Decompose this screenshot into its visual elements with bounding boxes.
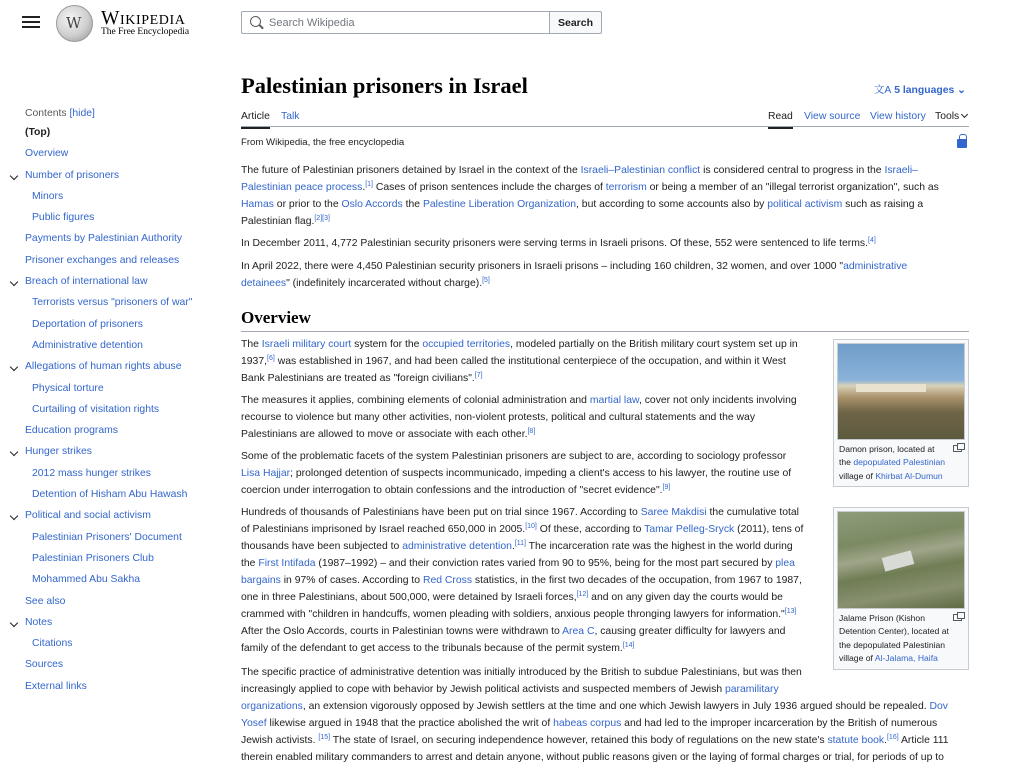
citation-link[interactable]: [13] <box>784 608 797 615</box>
text-line <box>241 353 798 370</box>
text-run: in 97% of cases. According to <box>280 575 423 586</box>
text-line <box>241 213 939 230</box>
page-title: Palestinian prisoners in Israel <box>241 73 528 98</box>
inline-link[interactable]: Palestinian peace process <box>241 182 363 193</box>
text-run: . <box>362 182 366 193</box>
toc-item[interactable] <box>25 274 215 295</box>
search-icon <box>250 16 261 27</box>
toc-item-label: Payments by Palestinian Authority <box>25 233 183 245</box>
toc-item-label: Mohammed Abu Sakha <box>32 574 141 586</box>
thumbnail-caption <box>837 440 965 483</box>
inline-link[interactable]: organizations <box>241 701 303 712</box>
text-run: or being a member of an "illegal terrorist organization", such as <box>646 182 939 193</box>
text-line <box>241 732 949 749</box>
lead-paragraph-3 <box>241 258 907 292</box>
text-line <box>241 162 939 179</box>
text-run: the <box>241 558 259 569</box>
text-run: , but according to some accounts also by <box>576 199 768 210</box>
text-run: The state of Israel, on securing independence however, retained this body of regulations on the new state's <box>330 735 828 746</box>
text-line <box>839 612 963 625</box>
text-run: " (indefinitely incarcerated without charge). <box>286 278 483 289</box>
search-button[interactable]: Search <box>549 11 602 34</box>
toc-item[interactable] <box>25 189 215 210</box>
wikipedia-globe-logo[interactable] <box>56 5 93 42</box>
text-run: (1987–1992) – and their conviction rates varied from 90 to 95%, being for the most part secured by <box>315 558 776 569</box>
citation-link[interactable]: [10] <box>525 523 537 530</box>
text-line <box>241 640 803 657</box>
inline-link[interactable]: Tamar Pelleg-Sryck <box>644 524 735 535</box>
inline-link[interactable]: Khirbat Al-Dumun <box>875 470 943 481</box>
toc-item-label: Citations <box>32 638 73 650</box>
text-run: statistics, in the first two decades of the occupation, from 1967 to 1987, <box>472 575 802 586</box>
toc-item-label: Prisoner exchanges and releases <box>25 254 180 266</box>
jalame-prison-image[interactable] <box>837 511 965 609</box>
text-line <box>241 623 803 640</box>
toc-header <box>25 108 215 125</box>
text-run: The incarceration rate was the highest in the world during <box>525 541 793 552</box>
citation-link[interactable]: [6] <box>267 355 275 362</box>
toc-item-label: (Top) <box>25 127 51 138</box>
text-run: the <box>402 199 423 210</box>
inline-link[interactable]: Al-Jalama, Haifa <box>874 653 938 664</box>
inline-link[interactable]: administrative <box>843 261 908 272</box>
section-heading-overview: Overview <box>241 308 969 332</box>
toc-item[interactable] <box>25 551 215 572</box>
toc-item[interactable] <box>25 317 215 338</box>
toc-item[interactable] <box>25 444 215 465</box>
inline-link[interactable]: Palestine Liberation Organization <box>422 199 577 210</box>
tab-article[interactable]: Article <box>241 111 270 129</box>
text-run: village of <box>839 653 875 664</box>
inline-link[interactable]: political activism <box>767 199 843 210</box>
overview-paragraph-5 <box>241 664 949 766</box>
lead-paragraph-1 <box>241 162 939 230</box>
inline-link[interactable]: occupied territories <box>422 339 511 350</box>
toc-item-label: Political and social activism <box>25 510 151 522</box>
toc-item-label: Terrorists versus "prisoners of war" <box>32 297 193 309</box>
inline-link[interactable]: Yosef <box>241 718 267 729</box>
lead-paragraph-2 <box>241 235 876 252</box>
toc-item[interactable] <box>25 615 215 636</box>
text-run: crammed with "children in handcuffs, women pleading with soldiers, anxious people thronging lawyers for information." <box>241 609 785 620</box>
toc-item[interactable] <box>25 168 215 189</box>
text-run: Jewish activists. <box>241 735 319 746</box>
text-run: (2011), tens of <box>734 524 804 535</box>
text-line <box>241 538 803 555</box>
search-input[interactable] <box>269 16 539 30</box>
text-line <box>839 652 963 665</box>
text-run: , an extension vigorously opposed by Jewish settlers at the time and one which Jewish lawyers in July 1936 argued should be repealed. <box>302 701 930 712</box>
text-line <box>241 749 949 766</box>
toc-item-label: External links <box>25 680 87 692</box>
text-run: system for the <box>351 339 423 350</box>
toc-item[interactable] <box>25 679 215 700</box>
inline-link[interactable]: habeas corpus <box>553 718 622 729</box>
text-run: The measures it applies, combining elements of colonial administration and <box>241 395 590 406</box>
text-run: and had led to the improper incarceration by the British of numerous <box>621 718 938 729</box>
toc-item-label: Public figures <box>32 212 95 224</box>
damon-prison-image[interactable] <box>837 343 965 440</box>
text-run: thousands have been subjected to <box>241 541 403 552</box>
inline-link[interactable]: Oslo Accords <box>341 199 403 210</box>
toc-item-label: Overview <box>25 148 69 160</box>
text-line <box>241 235 876 252</box>
tab-read[interactable]: Read <box>768 111 793 129</box>
toc-hide-link[interactable]: [hide] <box>69 108 95 119</box>
inline-link[interactable]: statute book <box>827 735 885 746</box>
thumbnail-jalame-prison <box>833 507 969 670</box>
chevron-down-icon[interactable] <box>10 619 18 627</box>
search-box[interactable] <box>241 11 550 34</box>
toc-item-label: Education programs <box>25 425 118 437</box>
text-run: , cover not only incidents involving <box>638 395 797 406</box>
text-run: and on any given day the courts would be <box>588 592 783 603</box>
lock-icon[interactable] <box>957 139 967 148</box>
text-line <box>241 482 791 499</box>
text-run: The specific practice of administrative detention was initially introduced by the British to subdue Palestinians, but was then <box>241 667 802 678</box>
text-line <box>241 426 797 443</box>
chevron-down-icon[interactable] <box>10 363 18 371</box>
inline-link[interactable]: Area C <box>562 626 595 637</box>
text-run: or prior to the <box>273 199 342 210</box>
chevron-down-icon <box>961 111 968 118</box>
inline-link[interactable]: bargains <box>241 575 281 586</box>
citation-link[interactable]: [9] <box>662 484 671 491</box>
inline-link[interactable]: martial law <box>589 395 639 406</box>
chevron-down-icon: ⌄ <box>957 85 966 96</box>
citation-link[interactable]: [8] <box>527 428 536 435</box>
main-menu-icon[interactable] <box>22 14 40 30</box>
text-run: Damon prison, located at <box>839 444 935 454</box>
overview-paragraph-2 <box>241 392 797 443</box>
text-run: Detention Center), located at <box>839 626 949 637</box>
toc-item-label: Deportation of prisoners <box>32 318 143 330</box>
inline-link[interactable]: detainees <box>241 278 287 289</box>
text-run: therein enabled military commanders to arrest and detain anyone, without public reasons given or the laying of formal charges or trial, for periods of up to <box>241 752 944 763</box>
page-tabs <box>241 104 969 127</box>
toc-title: Contents <box>25 108 67 119</box>
inline-link[interactable]: Lisa Hajjar <box>241 468 291 479</box>
toc-item-label: Notes <box>25 616 53 628</box>
text-run: the depopulated Palestinian <box>839 639 946 650</box>
translate-icon: 文A <box>874 85 892 96</box>
tab-view-source[interactable]: View source <box>804 111 861 122</box>
toc-item-label: Hunger strikes <box>25 446 92 458</box>
wikipedia-wordmark[interactable]: Wikipedia <box>101 8 186 29</box>
inline-link[interactable]: plea <box>775 558 795 569</box>
overview-paragraph-3 <box>241 448 791 499</box>
inline-link[interactable]: Hamas <box>241 199 274 210</box>
citation-link[interactable]: [4] <box>868 237 876 244</box>
text-run: The <box>241 339 262 350</box>
inline-link[interactable]: First Intifada <box>258 558 316 569</box>
toc-item-label: Minors <box>32 190 64 202</box>
text-line <box>241 521 803 538</box>
toc-item-label: Detention of Hisham Abu Hawash <box>32 489 188 501</box>
caption-text <box>839 443 963 483</box>
toc-item[interactable] <box>25 295 215 316</box>
text-line <box>241 698 949 715</box>
citation-link[interactable]: [11] <box>514 540 526 547</box>
text-run: was established in 1967, and had been called the institutional centerpiece of the occupation, and within it West <box>274 356 786 367</box>
toc-item[interactable] <box>25 508 215 529</box>
citation-link[interactable]: [12] <box>576 591 589 598</box>
toc-item[interactable] <box>25 487 215 508</box>
inline-link[interactable]: Israeli– <box>884 165 918 176</box>
citation-link[interactable]: [7] <box>474 372 483 379</box>
toc-item[interactable] <box>25 146 215 167</box>
text-run: coercion under interrogation to obtain confessions and the introduction of "secret evidence". <box>241 485 663 496</box>
overview-paragraph-1 <box>241 336 798 387</box>
text-line <box>839 443 963 456</box>
inline-link[interactable]: Saree Makdisi <box>640 507 707 518</box>
text-run: the <box>839 457 854 468</box>
text-line <box>241 336 798 353</box>
toc-item[interactable] <box>25 402 215 423</box>
text-run: Some of the problematic facets of the system Palestinian prisoners are subject to are, according to sociology professor <box>241 451 787 462</box>
text-run: The future of Palestinian prisoners detained by Israel in the context of the <box>241 165 581 176</box>
toc-item[interactable] <box>25 381 215 402</box>
toc-item-label: Sources <box>25 659 64 671</box>
tab-talk[interactable]: Talk <box>281 111 300 122</box>
toc-item-label: Allegations of human rights abuse <box>25 361 182 373</box>
text-run: recourse to violence but many other activities, non-violent protests, political and cultural statements and the way <box>241 412 756 423</box>
text-run: such as raising a <box>842 199 924 210</box>
text-line <box>241 681 949 698</box>
toc-item[interactable] <box>25 125 215 146</box>
toc-item[interactable] <box>25 636 215 657</box>
text-run: of Palestinians imprisoned by Israel reached 650,000 in 2005. <box>241 524 526 535</box>
text-run: In December 2011, 4,772 Palestinian security prisoners were serving terms in Israeli prisons. Of these, 552 were sentenced to life terms. <box>241 238 869 249</box>
text-run: one in three Palestinians, about 500,000, were detained by Israeli forces, <box>241 592 577 603</box>
text-run: likewise argued in 1948 that the practice abolished the writ of <box>266 718 554 729</box>
inline-link[interactable]: depopulated Palestinian <box>853 457 946 468</box>
text-run: the cumulative total <box>706 507 799 518</box>
thumbnail-caption <box>837 609 965 666</box>
inline-link[interactable]: paramilitary <box>724 684 779 695</box>
citation-link[interactable]: [16] <box>886 734 899 741</box>
citation-link[interactable]: [15] <box>318 734 331 741</box>
tools-label: Tools <box>935 111 960 122</box>
inline-link[interactable]: Red Cross <box>422 575 473 586</box>
table-of-contents <box>25 108 215 700</box>
text-run: village of <box>839 470 876 481</box>
text-run: , modeled partially on the British military court system set up in <box>510 339 798 350</box>
toc-item-label: Administrative detention <box>32 339 143 351</box>
citation-link[interactable]: [5] <box>482 277 490 284</box>
text-line <box>241 715 949 732</box>
toc-item[interactable] <box>25 657 215 678</box>
site-sub: From Wikipedia, the free encyclopedia <box>241 137 405 148</box>
text-run: . <box>511 541 515 552</box>
toc-item[interactable] <box>25 594 215 615</box>
enlarge-icon[interactable] <box>953 445 962 452</box>
text-run: Article 111 <box>898 735 949 746</box>
text-line <box>241 504 803 521</box>
text-run: Hundreds of thousands of Palestinians have been put on trial since 1967. According to <box>241 507 641 518</box>
text-line <box>241 465 791 482</box>
text-line <box>241 258 907 275</box>
language-button[interactable] <box>874 81 966 96</box>
chevron-down-icon[interactable] <box>10 512 18 520</box>
enlarge-icon[interactable] <box>953 614 962 621</box>
toc-item-label: Curtailing of visitation rights <box>32 403 160 415</box>
toc-item-label: 2012 mass hunger strikes <box>32 467 151 479</box>
citation-link[interactable]: [2][3] <box>314 215 330 222</box>
text-run: Cases of prison sentences include the charges of <box>373 182 606 193</box>
text-run: 1937, <box>241 356 268 367</box>
text-line <box>241 196 939 213</box>
text-run: ; prolonged detention of suspects incommunicado, impeding a client's access to his lawyer, the routine use of <box>290 468 792 479</box>
toc-item[interactable] <box>25 338 215 359</box>
citation-link[interactable]: [14] <box>622 642 635 649</box>
toc-item-label: Palestinian Prisoners Club <box>32 552 154 564</box>
chevron-down-icon[interactable] <box>10 171 18 179</box>
text-line <box>241 448 791 465</box>
text-run: is considered central to progress in the <box>700 165 885 176</box>
overview-paragraph-4 <box>241 504 803 657</box>
text-run: . <box>884 735 887 746</box>
language-count: 5 languages <box>894 85 955 96</box>
toc-item[interactable] <box>25 572 215 593</box>
toc-item[interactable] <box>25 466 215 487</box>
text-run: Of these, according to <box>536 524 645 535</box>
toc-item-label: See also <box>25 595 66 607</box>
inline-link[interactable]: administrative detention <box>402 541 512 552</box>
chevron-down-icon[interactable] <box>10 278 18 286</box>
toc-item[interactable] <box>25 231 215 252</box>
text-line <box>241 275 907 292</box>
text-line <box>241 392 797 409</box>
wikipedia-tagline: The Free Encyclopedia <box>101 27 190 37</box>
toc-item[interactable] <box>25 530 215 551</box>
toc-item[interactable] <box>25 423 215 444</box>
inline-link[interactable]: terrorism <box>605 182 647 193</box>
tab-view-history[interactable]: View history <box>870 111 926 122</box>
text-line <box>241 555 803 572</box>
toc-item-label: Breach of international law <box>25 276 148 288</box>
tools-menu[interactable] <box>935 111 967 122</box>
text-run: increasingly applied to cope with behavior by Jewish political activists and suspected members of Jewish <box>241 684 725 695</box>
text-run: In April 2022, there were 4,450 Palestinian security prisoners in Israeli prisons – including 160 children, 32 women, and over 1000 " <box>241 261 844 272</box>
caption-text <box>839 612 963 666</box>
toc-item[interactable] <box>25 210 215 231</box>
text-run: After the Oslo Accords, courts in Palestinian towns were withdrawn to <box>241 626 563 637</box>
text-run: Jalame Prison (Kishon <box>839 613 925 623</box>
text-run: Bank Palestinians are treated as "foreign civilians". <box>241 373 475 384</box>
text-run: Palestinians are allowed to move or associate with each other. <box>241 429 528 440</box>
toc-item-label: Number of prisoners <box>25 169 120 181</box>
text-line <box>241 572 803 589</box>
text-line <box>839 470 963 483</box>
text-run: , causing greater difficulty for lawyers and <box>594 626 786 637</box>
text-line <box>241 409 797 426</box>
text-line <box>241 589 803 606</box>
toc-item[interactable] <box>25 359 215 380</box>
text-line <box>241 370 798 387</box>
chevron-down-icon[interactable] <box>10 448 18 456</box>
citation-link[interactable]: [1] <box>365 181 373 188</box>
inline-link[interactable]: Israeli military court <box>261 339 352 350</box>
text-run: Palestinian flag. <box>241 216 315 227</box>
inline-link[interactable]: Israeli–Palestinian conflict <box>580 165 701 176</box>
text-run: family of the defendant to get access to the tribunals because of the permit system. <box>241 643 623 654</box>
inline-link[interactable]: Dov <box>929 701 948 712</box>
text-line <box>839 625 963 638</box>
toc-item-label: Palestinian Prisoners' Document <box>32 531 182 543</box>
text-line <box>241 179 939 196</box>
text-line <box>241 606 803 623</box>
text-line <box>839 639 963 652</box>
header <box>0 0 1024 48</box>
text-line <box>839 456 963 469</box>
thumbnail-damon-prison <box>833 339 969 487</box>
toc-item-label: Physical torture <box>32 382 104 394</box>
toc-item[interactable] <box>25 253 215 274</box>
